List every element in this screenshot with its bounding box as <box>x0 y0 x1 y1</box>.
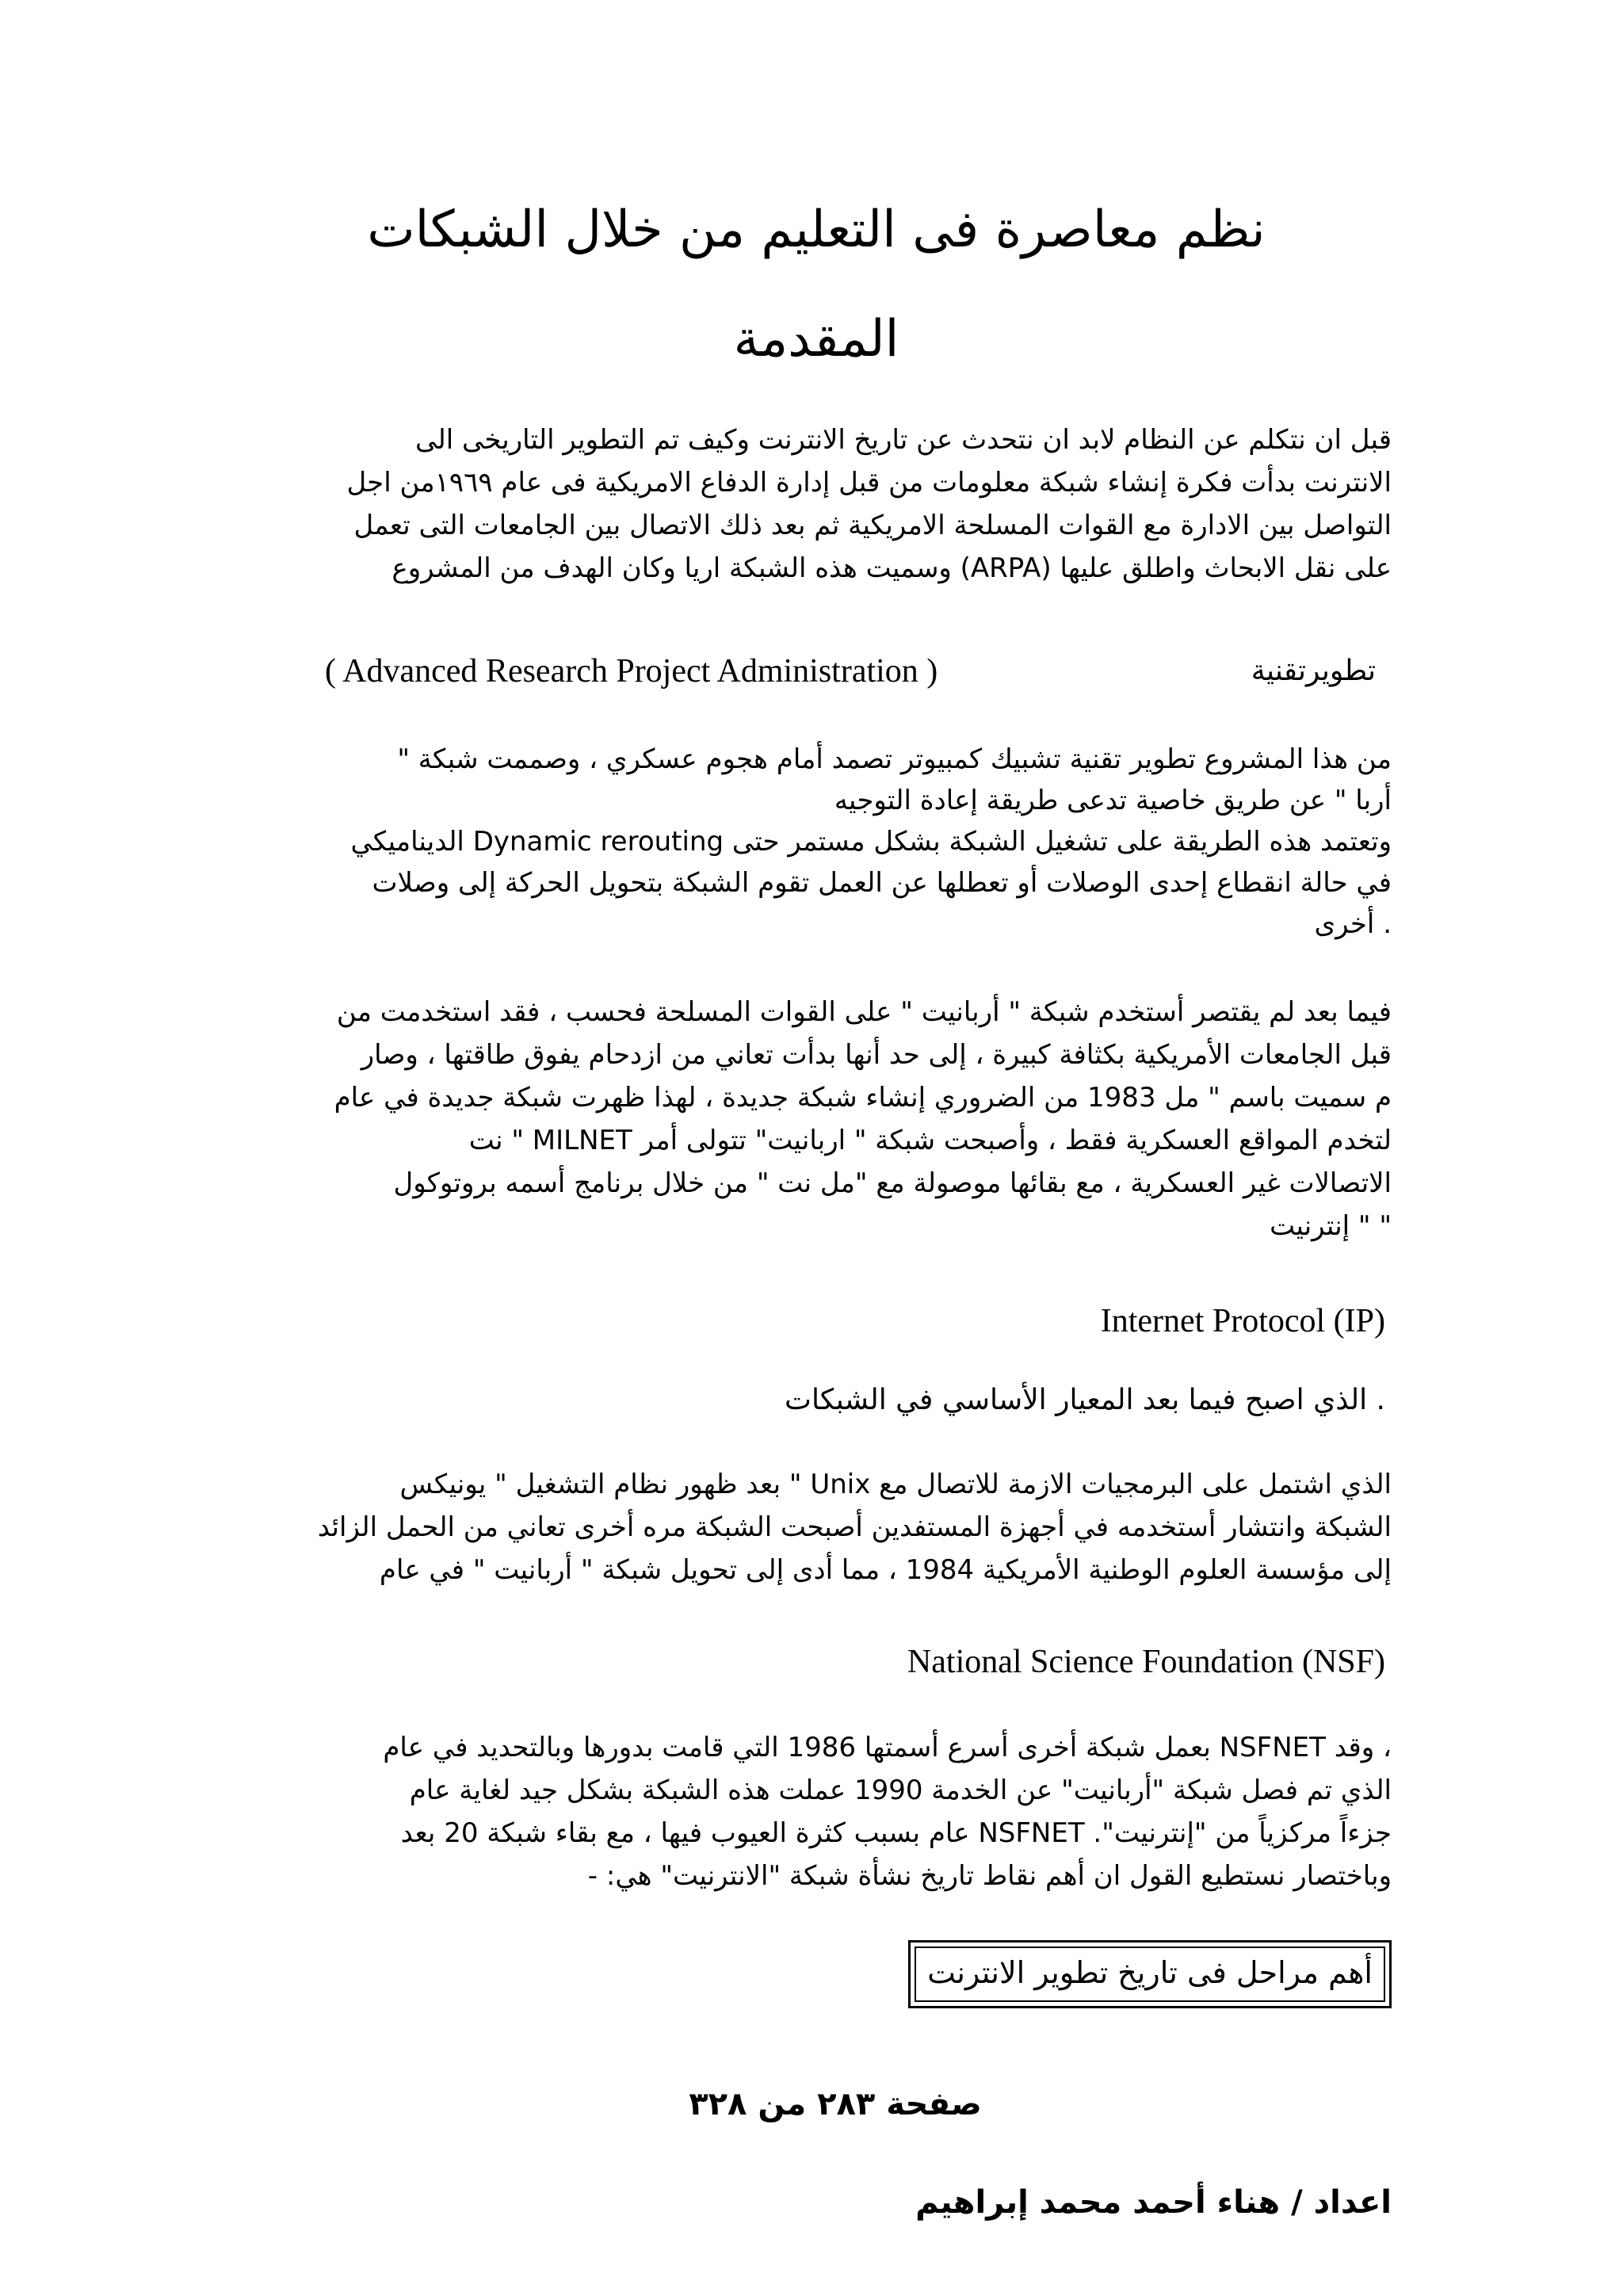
paragraph-line: الشبكة وانتشار أستخدمه في أجهزة المستفدين أصبحت الشبكة مره أخرى تعاني من الحمل الزائد <box>317 1511 1392 1543</box>
paragraph-line: قبل ان نتكلم عن النظام لابد ان نتحدث عن تاريخ الانترنت وكيف تم التطوير التاريخى الى <box>415 424 1392 456</box>
paragraph-line: أربا " عن طريق خاصية تدعى طريقة إعادة التوجيه <box>834 785 1392 816</box>
paragraph-line: " " إنترنيت <box>1270 1210 1392 1242</box>
paragraph-line: . أخرى <box>1314 908 1392 940</box>
paragraph-line: وباختصار نستطيع القول ان أهم نقاط تاريخ نشأة شبكة "الانترنيت" هي: - <box>587 1860 1392 1892</box>
paragraph-line: الذي تم فصل شبكة "أربانيت" عن الخدمة 1990 عملت هذه الشبكة بشكل جيد لغاية عام <box>409 1775 1392 1806</box>
paragraph-line: جزءاً مركزياً من "إنترنيت". NSFNET عام بسبب كثرة العيوب فيها ، مع بقاء شبكة 20 بعد <box>400 1817 1392 1849</box>
boxed-heading: أهم مراحل فى تاريخ تطوير الانترنت <box>915 1946 1385 2002</box>
paragraph-milnet <box>266 991 1392 1247</box>
paragraph-unix <box>266 1463 1392 1591</box>
paragraph-line: الانترنت بدأت فكرة إنشاء شبكة معلومات من قبل إدارة الدفاع الامريكية فى عام ١٩٦٩من اجل <box>346 467 1392 499</box>
paragraph-line: قبل الجامعات الأمريكية بكثافة كبيرة ، إلى حد أنها بدأت تعاني من ازدحام يفوق طاقتها ، وصار <box>361 1039 1392 1071</box>
nsf-line: National Science Foundation (NSF) <box>907 1644 1385 1680</box>
paragraph-line: على نقل الابحاث واطلق عليها (ARPA) وسميت هذه الشبكة اريا وكان الهدف من المشروع <box>391 552 1392 584</box>
arpa-label-english: ( Advanced Research Project Administration ) <box>325 653 938 690</box>
author-credit: اعداد / هناء أحمد محمد إبراهيم <box>915 2184 1392 2221</box>
paragraph-line: م سميت باسم " مل 1983 من الضروري إنشاء شبكة جديدة ، لهذا ظهرت شبكة جديدة في عام <box>334 1082 1392 1114</box>
paragraph-intro <box>266 418 1392 590</box>
paragraph-line: إلى مؤسسة العلوم الوطنية الأمريكية 1984 ، مما أدى إلى تحويل شبكة " أربانيت " في عام <box>379 1554 1392 1586</box>
document-title: نظم معاصرة فى التعليم من خلال الشبكات <box>367 201 1266 259</box>
page-number: صفحة ٢٨٣ من ٣٢٨ <box>689 2086 982 2122</box>
internet-protocol-line: Internet Protocol (IP) <box>1100 1303 1385 1339</box>
paragraph-rerouting <box>266 739 1392 945</box>
section-title: المقدمة <box>733 310 899 369</box>
paragraph-line: الاتصالات غير العسكرية ، مع بقائها موصولة مع "مل نت " من خلال برنامج أسمه بروتوكول <box>393 1167 1392 1199</box>
arpa-label-arabic: تطويرتقنية <box>1251 655 1376 687</box>
paragraph-nsfnet <box>266 1726 1392 1897</box>
paragraph-line: في حالة انقطاع إحدى الوصلات أو تعطلها عن العمل تقوم الشبكة بتحويل الحركة إلى وصلات <box>372 867 1392 899</box>
paragraph-line: التواصل بين الادارة مع القوات المسلحة الامريكية ثم بعد ذلك الاتصال بين الجامعات التى تعمل <box>353 510 1392 541</box>
internet-protocol-note: . الذي اصبح فيما بعد المعيار الأساسي في الشبكات <box>785 1384 1385 1416</box>
paragraph-line: وتعتمد هذه الطريقة على تشغيل الشبكة بشكل مستمر حتى Dynamic rerouting الديناميكي <box>350 826 1392 858</box>
boxed-heading-frame <box>908 1940 1392 2008</box>
paragraph-line: الذي اشتمل على البرمجيات الازمة للاتصال مع Unix " بعد ظهور نظام التشغيل " يونيكس <box>399 1469 1392 1500</box>
paragraph-line: من هذا المشروع تطوير تقنية تشبيك كمبيوتر تصمد أمام هجوم عسكري ، وصممت شبكة " <box>397 743 1392 775</box>
paragraph-line: لتخدم المواقع العسكرية فقط ، وأصبحت شبكة " اربانيت" تتولى أمر MILNET " نت <box>468 1125 1392 1156</box>
paragraph-line: فيما بعد لم يقتصر أستخدم شبكة " أربانيت " على القوات المسلحة فحسب ، فقد استخدمت من <box>336 996 1392 1028</box>
paragraph-line: ، وقد NSFNET بعمل شبكة أخرى أسرع أسمتها 1986 التي قامت بدورها وبالتحديد في عام <box>383 1732 1392 1763</box>
